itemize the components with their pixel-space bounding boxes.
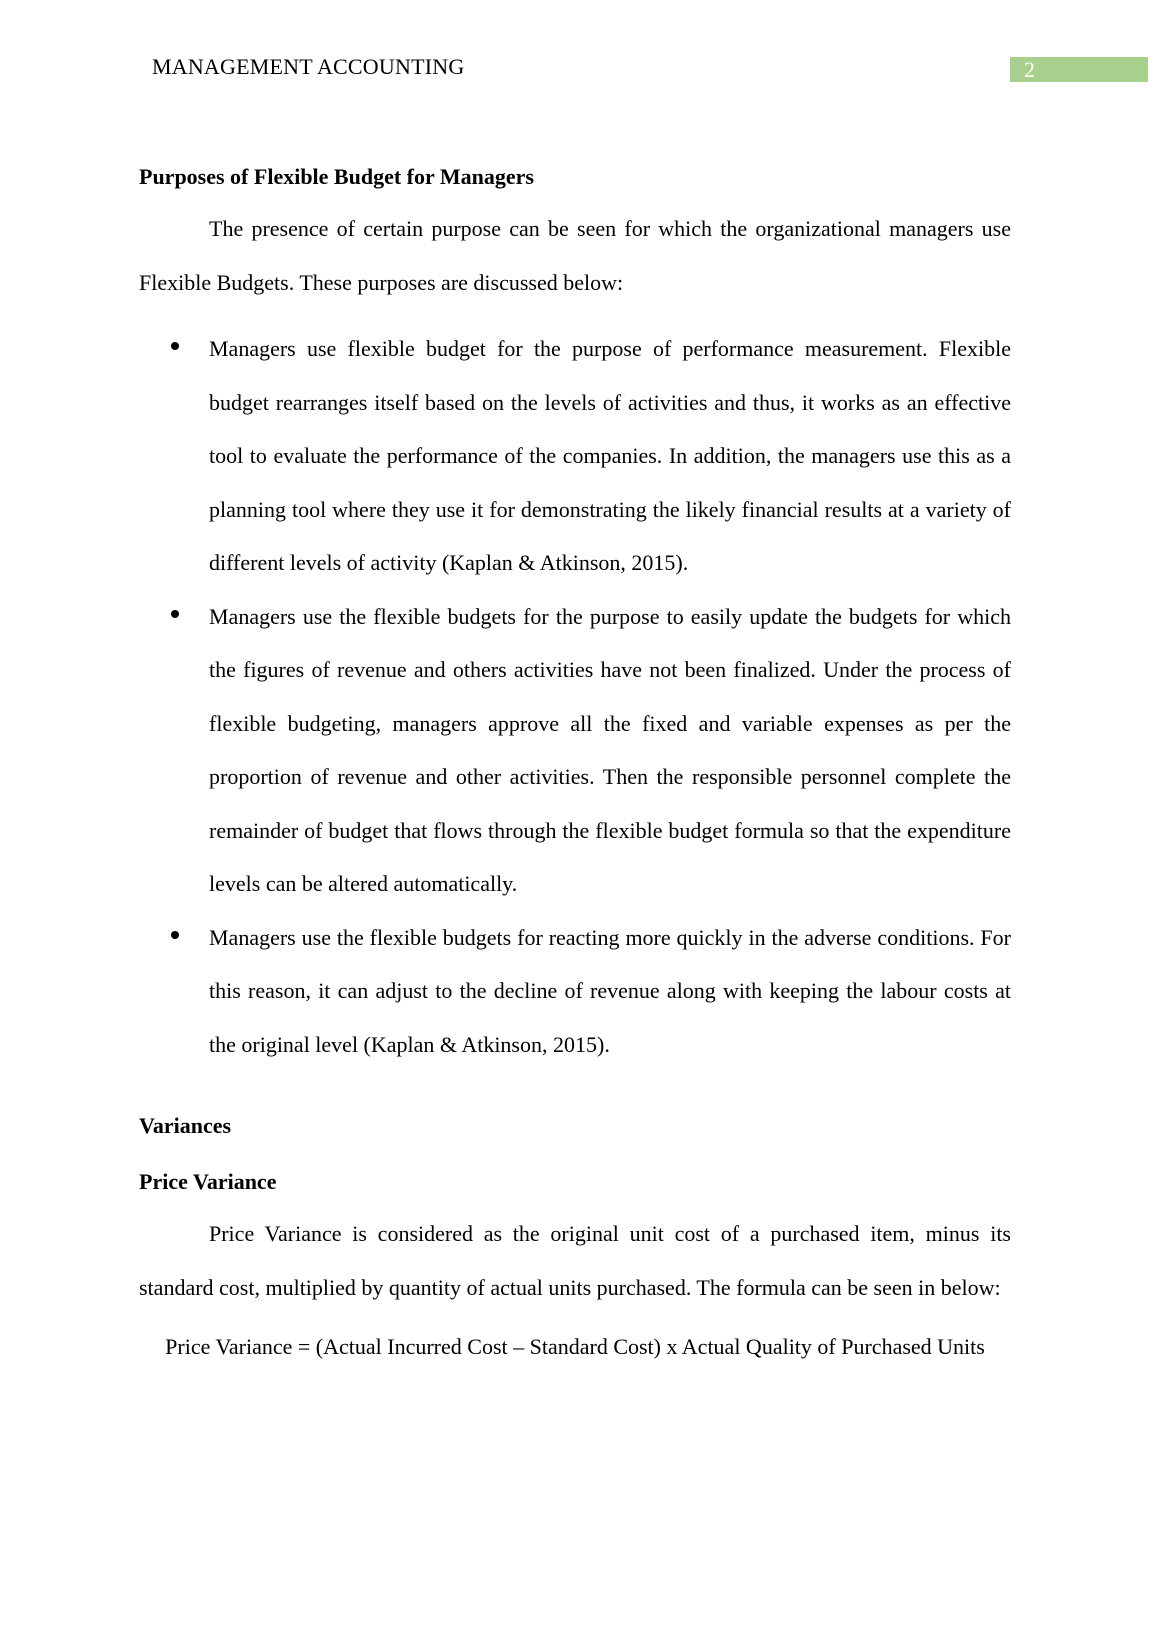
list-item-text: Managers use flexible budget for the purpose of performance measurement. Flexible budget rearranges itself based on the levels of activities and thus, it works as an effective tool to evaluate the performance of the companies. In addition, the managers use this as a planning tool where they use it for demonstrating the likely financial results at a variety of different levels of activity (Kaplan & Atkinson, 2015). xyxy=(209,336,1011,575)
list-item-text: Managers use the flexible budgets for the purpose to easily update the budgets for which the figures of revenue and others activities have not been finalized. Under the process of flexible budgeting, managers approve all the fixed and variable expenses as per the proportion of revenue and other activities. Then the responsible personnel complete the remainder of budget that flows through the flexible budget formula so that the expenditure levels can be altered automatically. xyxy=(209,603,1011,896)
subheading-price-variance: Price Variance xyxy=(139,1169,277,1194)
bullet-icon xyxy=(171,342,179,350)
intro-paragraph: The presence of certain purpose can be seen for which the organizational managers use Flexible Budgets. These purposes are discussed below: xyxy=(139,216,1011,295)
running-header: MANAGEMENT ACCOUNTING xyxy=(152,54,465,79)
purposes-list xyxy=(139,322,1011,1071)
bullet-icon xyxy=(171,931,179,939)
bullet-icon xyxy=(171,610,179,618)
section-heading-variances: Variances xyxy=(139,1113,232,1138)
price-variance-paragraph: Price Variance is considered as the original unit cost of a purchased item, minus its standard cost, multiplied by quantity of actual units purchased. The formula can be seen in below: xyxy=(139,1221,1011,1300)
document-body xyxy=(139,158,1011,1366)
price-variance-formula: Price Variance = (Actual Incurred Cost – Standard Cost) x Actual Quality of Purchased Units xyxy=(165,1334,985,1359)
list-item xyxy=(139,911,1011,1072)
list-item xyxy=(139,590,1011,911)
list-item xyxy=(139,322,1011,590)
list-item-text: Managers use the flexible budgets for reacting more quickly in the adverse conditions. For this reason, it can adjust to the decline of revenue along with keeping the labour costs at the original level (Kaplan & Atkinson, 2015). xyxy=(209,924,1011,1057)
section-heading-purposes: Purposes of Flexible Budget for Managers xyxy=(139,164,534,189)
page-number: 2 xyxy=(1010,57,1148,82)
